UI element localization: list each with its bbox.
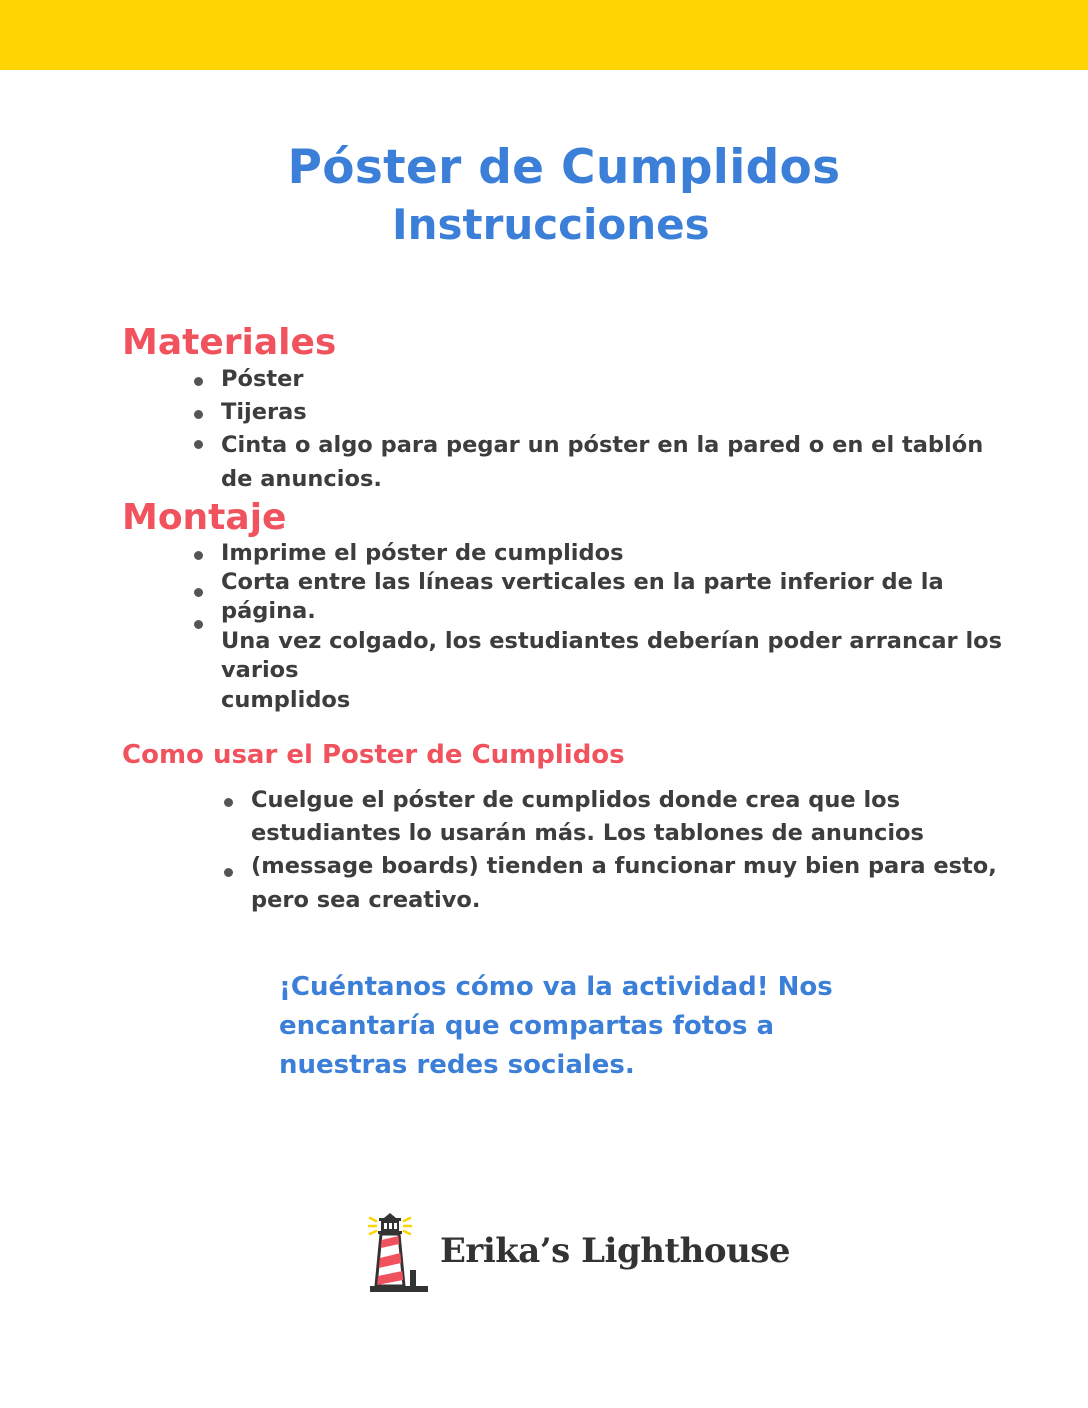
logo-wordmark: Erika’s Lighthouse <box>440 1231 791 1271</box>
materiales-heading: Materiales <box>122 322 337 363</box>
montaje-heading: Montaje <box>122 497 287 538</box>
montaje-line: Corta entre las líneas verticales en la parte inferior de la <box>221 569 944 595</box>
bullet-icon <box>224 798 233 807</box>
montaje-line: cumplidos <box>221 687 351 713</box>
cta-line: encantaría que compartas fotos a <box>279 1011 775 1041</box>
montaje-line: Una vez colgado, los estudiantes deberían poder arrancar los <box>221 628 1003 654</box>
call-to-action <box>279 968 839 1085</box>
materiales-item-continuation: de anuncios. <box>221 466 382 492</box>
materiales-item: Tijeras <box>221 399 307 425</box>
bullet-icon <box>194 588 203 597</box>
bullet-icon <box>224 868 233 877</box>
materiales-item: Cinta o algo para pegar un póster en la pared o en el tablón <box>221 432 984 458</box>
page-title: Póster de Cumplidos <box>287 140 841 195</box>
montaje-line: página. <box>221 598 316 624</box>
materiales-item: Póster <box>221 366 304 392</box>
bullet-icon <box>194 410 203 419</box>
bullet-icon <box>194 620 203 629</box>
como-usar-line: Cuelgue el póster de cumplidos donde crea que los <box>251 787 901 813</box>
cta-line: ¡Cuéntanos cómo va la actividad! Nos <box>279 972 833 1002</box>
como-usar-line: (message boards) tienden a funcionar muy bien para esto, <box>251 853 997 879</box>
page-subtitle: Instrucciones <box>392 200 710 249</box>
montaje-line: varios <box>221 657 299 683</box>
montaje-line: Imprime el póster de cumplidos <box>221 540 624 566</box>
bullet-icon <box>194 440 203 449</box>
bullet-icon <box>194 551 203 560</box>
cta-line: nuestras redes sociales. <box>279 1050 635 1080</box>
top-yellow-band <box>0 0 1088 70</box>
como-usar-line: estudiantes lo usarán más. Los tablones de anuncios <box>251 820 924 846</box>
como-usar-line: pero sea creativo. <box>251 887 481 913</box>
bullet-icon <box>194 377 203 386</box>
como-usar-heading: Como usar el Poster de Cumplidos <box>122 740 625 770</box>
